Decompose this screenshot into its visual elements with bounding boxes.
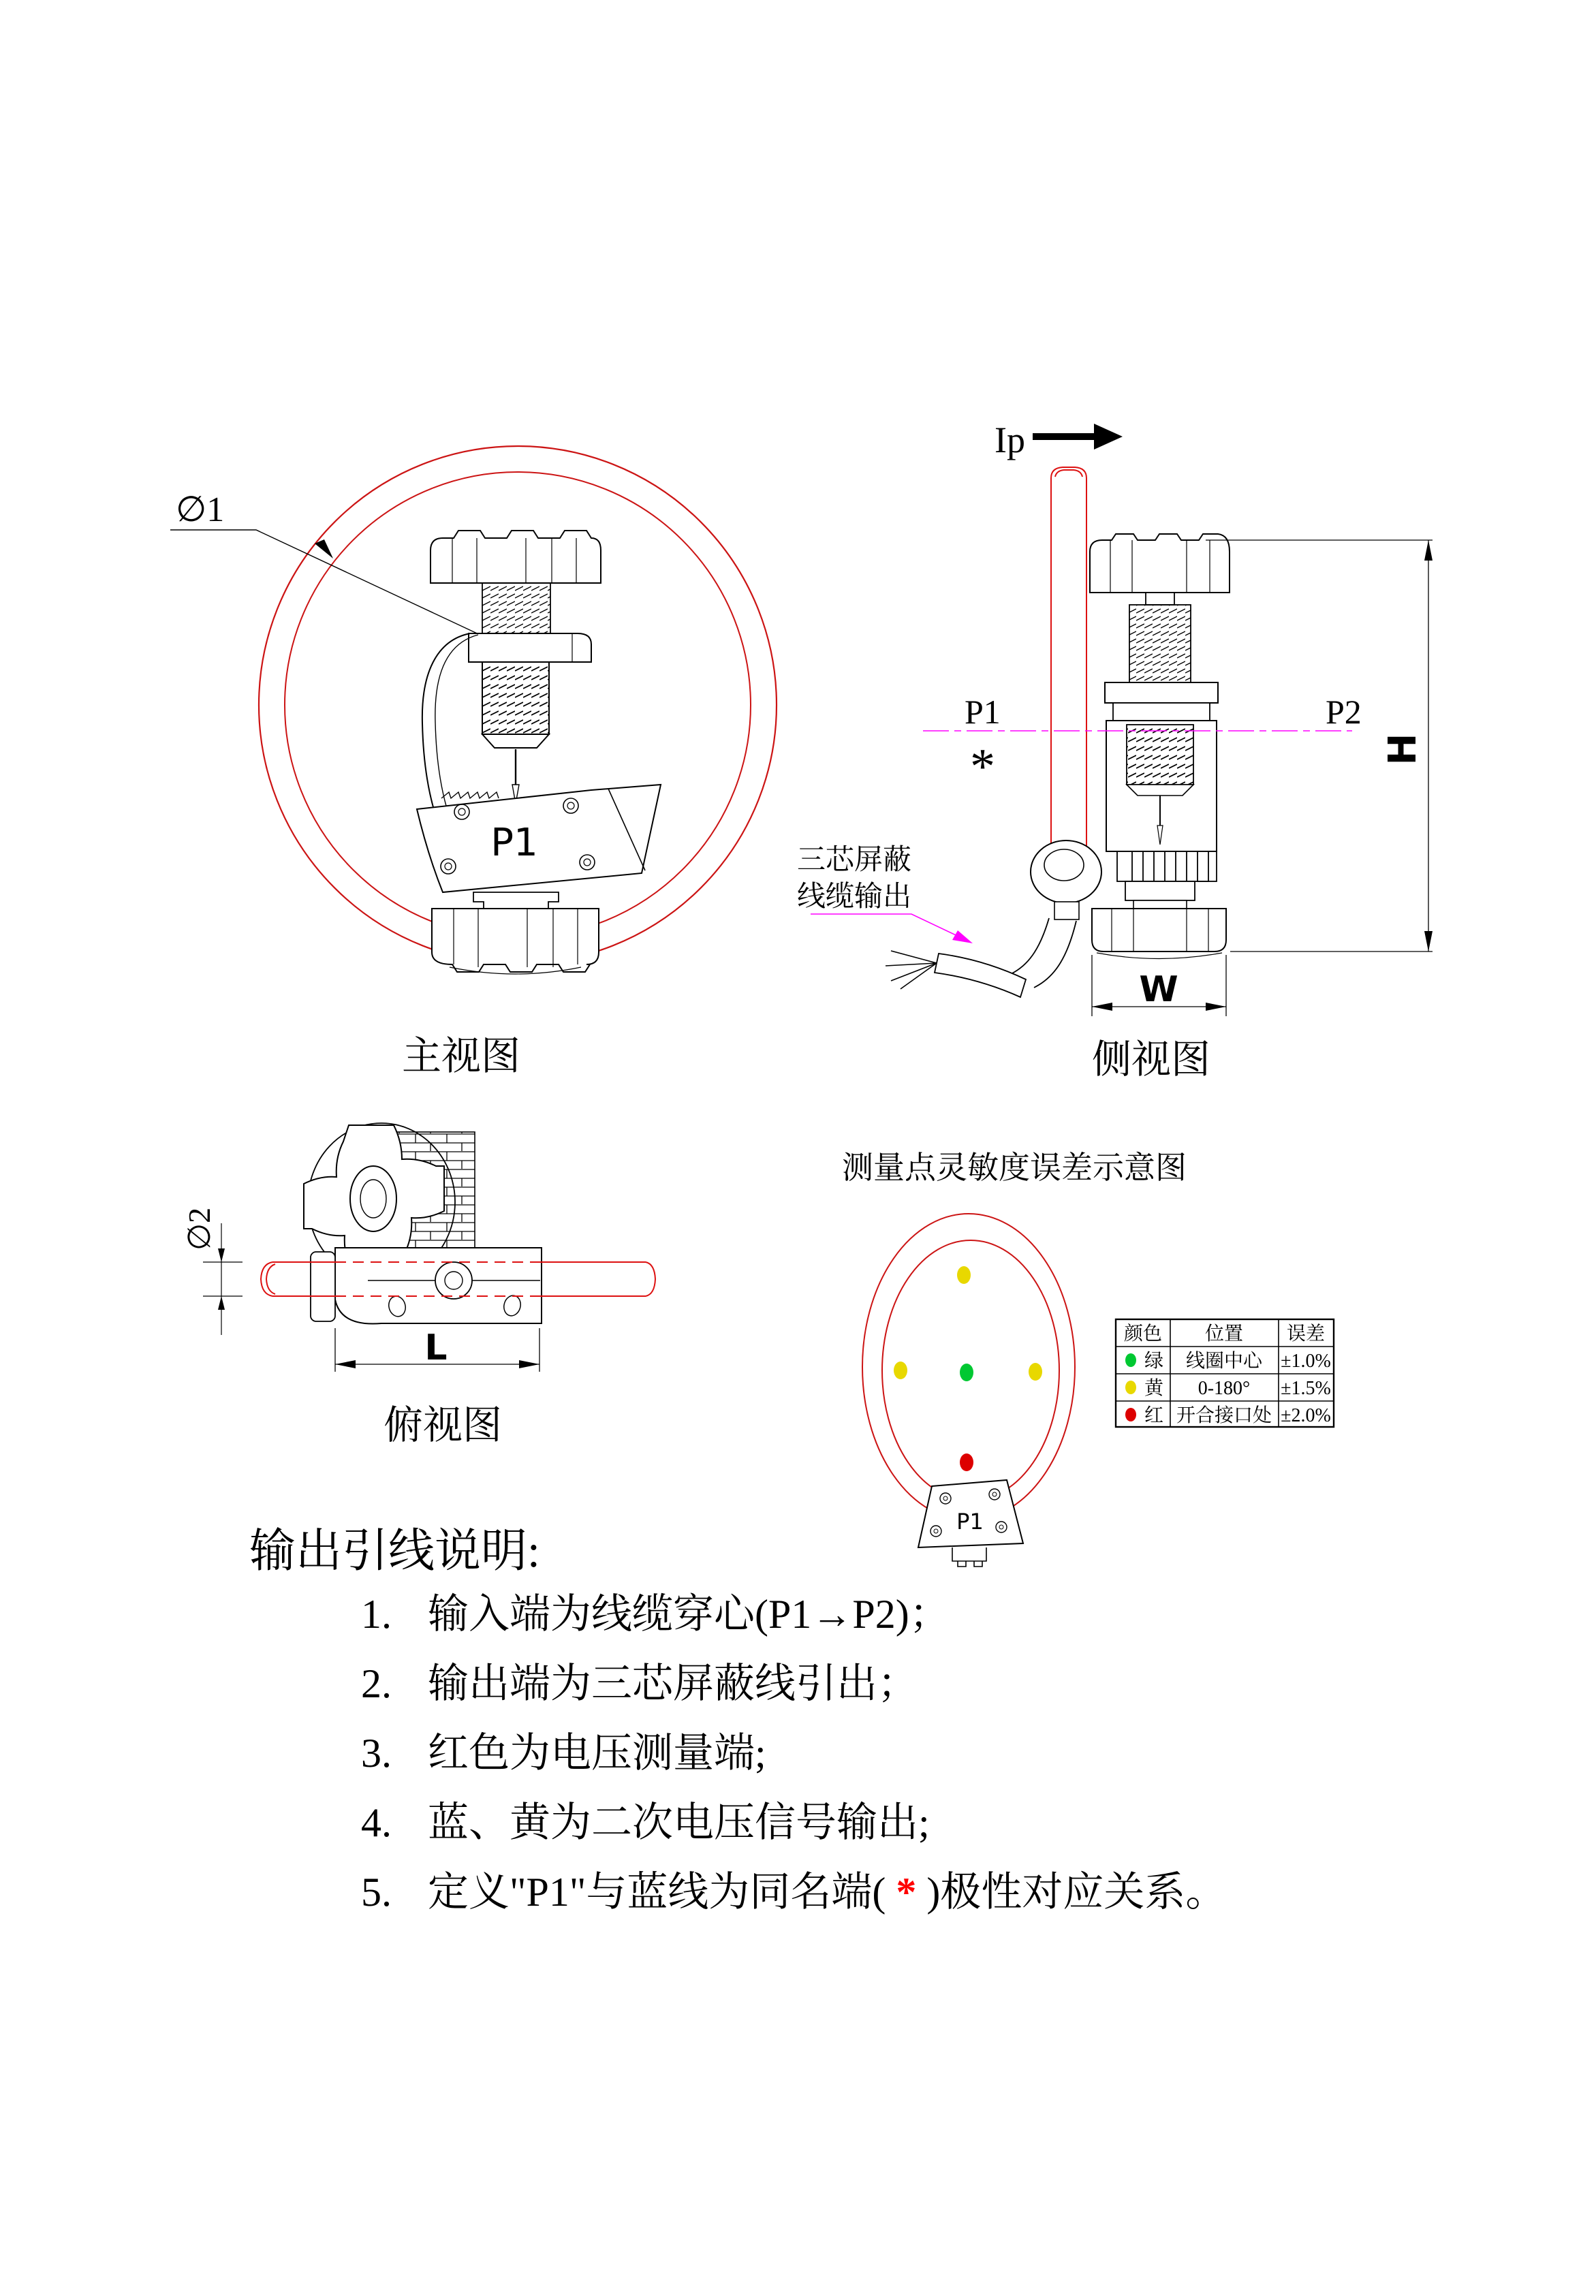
- svg-text:3.: 3.: [361, 1731, 392, 1776]
- table-row: [1125, 1377, 1331, 1399]
- table-header-color: 颜色: [1123, 1323, 1163, 1344]
- front-clamp-bar: [469, 633, 591, 662]
- dim-w-label: W: [1139, 969, 1178, 1010]
- note-item: [361, 1800, 930, 1845]
- dim-d1-label: ∅1: [176, 490, 225, 529]
- note5-star: *: [896, 1870, 917, 1915]
- svg-text:±2.0%: ±2.0%: [1281, 1405, 1331, 1426]
- svg-text:红色为电压测量端;: 红色为电压测量端;: [428, 1731, 766, 1776]
- svg-text:蓝、黄为二次电压信号输出;: 蓝、黄为二次电压信号输出;: [428, 1800, 930, 1845]
- svg-text:线圈中心: 线圈中心: [1185, 1351, 1263, 1372]
- svg-text:输入端为线缆穿心(P1→P2)；: 输入端为线缆穿心(P1→P2)；: [428, 1592, 950, 1637]
- current-direction-arrow-icon: [1033, 424, 1123, 450]
- measure-point-yellow-left: [894, 1362, 907, 1379]
- measure-point-red-bottom: [960, 1453, 973, 1471]
- dim-h-label: H: [1381, 733, 1425, 766]
- cable-note-line1: 三芯屏蔽: [797, 845, 912, 876]
- side-view-title: 侧视图: [1091, 1037, 1211, 1082]
- svg-text:绿: 绿: [1144, 1351, 1164, 1372]
- current-ip-label: Ip: [995, 420, 1025, 460]
- notes-title: 输出引线说明:: [249, 1525, 540, 1577]
- cable-segment: [935, 954, 1026, 997]
- side-fins: [1117, 851, 1217, 881]
- sensitivity-title: 测量点灵敏度误差示意图: [842, 1150, 1187, 1185]
- output-lead-notes: [249, 1525, 1226, 1915]
- table-row: [1125, 1350, 1331, 1372]
- svg-text:输出端为三芯屏蔽线引出；: 输出端为三芯屏蔽线引出；: [428, 1661, 918, 1706]
- table-row: [1125, 1404, 1331, 1426]
- cable-note-line2: 线缆输出: [797, 881, 912, 913]
- note-item: [361, 1592, 950, 1637]
- primary-conductor-tube: [1051, 467, 1086, 857]
- top-view: [182, 1123, 655, 1447]
- cable-frayed-wires: [886, 951, 937, 989]
- svg-text:0-180°: 0-180°: [1198, 1378, 1251, 1399]
- note5-post: )极性对应关系。: [926, 1870, 1227, 1915]
- svg-text:4.: 4.: [361, 1800, 392, 1845]
- front-view-title: 主视图: [401, 1034, 521, 1078]
- front-view: [170, 446, 777, 1078]
- front-upper-threads: [482, 583, 550, 633]
- dim-l-label: L: [424, 1327, 448, 1368]
- sensor-head-p1-label: P1: [956, 1509, 984, 1535]
- note5-pre: 定义"P1"与蓝线为同名端(: [428, 1870, 886, 1915]
- measure-point-yellow-right: [1029, 1363, 1042, 1381]
- polarity-asterisk: *: [970, 739, 995, 795]
- svg-text:红: 红: [1144, 1405, 1164, 1426]
- front-bottom-knob: [432, 909, 599, 972]
- svg-text:黄: 黄: [1144, 1378, 1164, 1399]
- side-p2-label: P2: [1326, 693, 1362, 731]
- svg-text:2.: 2.: [361, 1661, 392, 1706]
- top-view-title: 俯视图: [383, 1403, 503, 1447]
- dim-d1-leader-arrow: [315, 539, 333, 559]
- note-item: [361, 1731, 766, 1776]
- note-item: [361, 1661, 918, 1706]
- cable-note-leader: [811, 914, 966, 940]
- front-p1-label: P1: [490, 821, 538, 865]
- measure-point-yellow-top: [957, 1266, 971, 1284]
- cable-note-leader-arrow: [952, 930, 973, 943]
- table-dot-yellow: [1125, 1381, 1136, 1394]
- sensitivity-diagram: [842, 1150, 1334, 1567]
- table-header-error: 误差: [1286, 1323, 1326, 1344]
- dim-d2-label: ∅2: [182, 1207, 217, 1251]
- svg-text:5.: 5.: [361, 1870, 392, 1915]
- svg-text:定义"P1"与蓝线为同名端( *: [428, 1870, 1226, 1915]
- table-header-position: 位置: [1204, 1323, 1244, 1344]
- table-dot-green: [1125, 1353, 1136, 1367]
- note-item: [361, 1870, 1226, 1915]
- svg-text:1.: 1.: [361, 1592, 392, 1637]
- svg-text:±1.0%: ±1.0%: [1281, 1351, 1331, 1372]
- side-view: [797, 420, 1433, 1082]
- front-top-knob: [431, 531, 601, 583]
- svg-text:开合接口处: 开合接口处: [1176, 1405, 1272, 1426]
- front-lower-threads: [482, 662, 549, 734]
- side-top-knob: [1090, 534, 1230, 593]
- table-dot-red: [1125, 1408, 1136, 1421]
- side-p1-label: P1: [965, 693, 1001, 731]
- svg-text:±1.5%: ±1.5%: [1281, 1378, 1331, 1399]
- side-lower-threads: [1127, 725, 1193, 785]
- side-upper-threads: [1129, 605, 1191, 682]
- measure-point-green-center: [960, 1364, 973, 1381]
- error-table: [1116, 1319, 1334, 1427]
- front-body: [417, 785, 661, 892]
